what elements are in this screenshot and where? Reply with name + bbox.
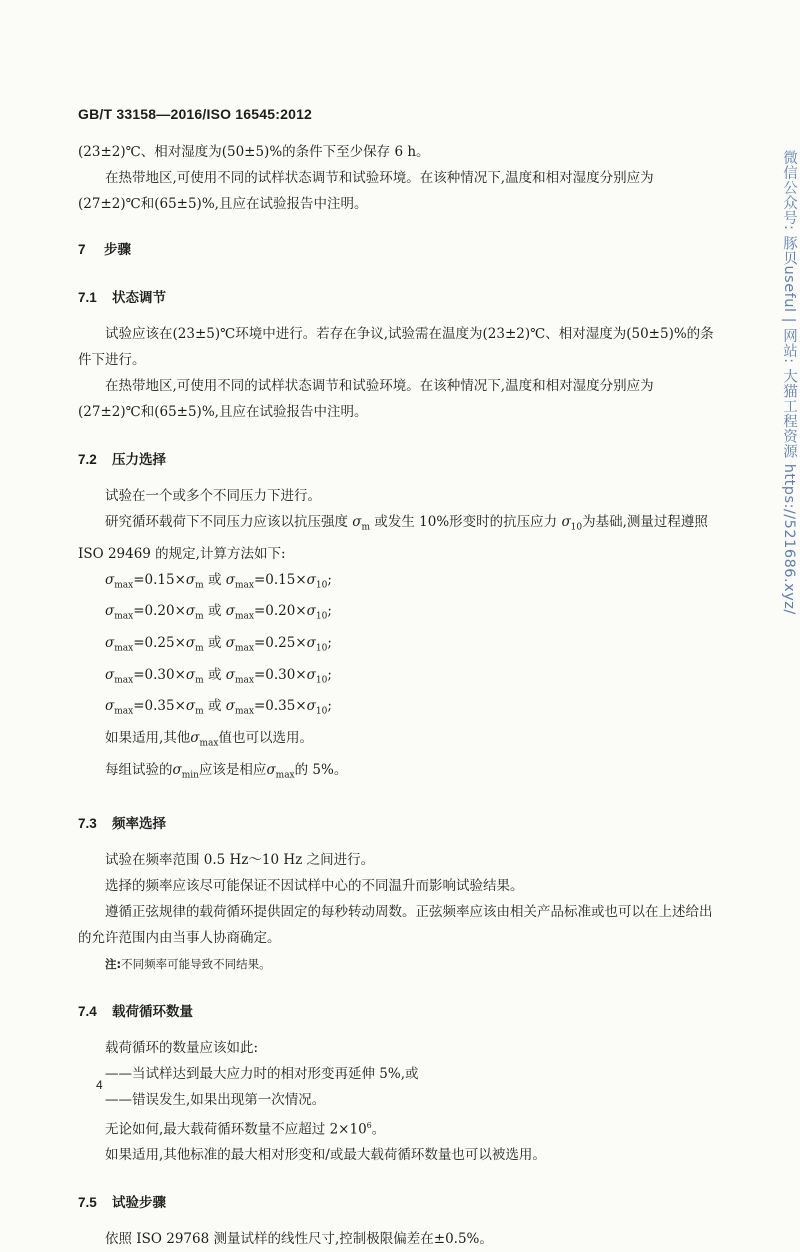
watermark: 微信公众号: 豚贝useful | 网站: 大猫工程资源 https://521686.xyz/ (781, 150, 797, 615)
standard-header: GB/T 33158—2016/ISO 16545:2012 (78, 106, 313, 122)
section-title: 试验步骤 (112, 1195, 166, 1210)
formula-line: $\sigma_{max}=0.30\times\sigma_m$ 或 $\sigma_{max}=0.30\times\sigma_{10}$; (105, 666, 332, 686)
section-number: 7.2 (78, 452, 97, 467)
section-number: 7.5 (78, 1195, 97, 1210)
formula-list (78, 567, 714, 725)
section-7-5-heading (78, 1190, 714, 1216)
intro-line-1: (23±2)℃、相对湿度为(50±5)%的条件下至少保存 6 h。 (78, 144, 430, 160)
section-title: 压力选择 (112, 452, 166, 467)
section-title: 载荷循环数量 (112, 1003, 193, 1019)
document-body (78, 139, 714, 1252)
paragraph: 载荷循环的数量应该如此: (105, 1039, 259, 1056)
section-number: 7.4 (78, 1003, 97, 1019)
paragraph: 试验在频率范围 0.5 Hz～10 Hz 之间进行。 (105, 851, 375, 868)
page-number: 4 (96, 1078, 103, 1092)
formula-line: $\sigma_{max}=0.15\times\sigma_m$ 或 $\sigma_{max}=0.15\times\sigma_{10}$; (105, 571, 332, 591)
section-title: 步骤 (104, 242, 131, 257)
section-number: 7.3 (78, 815, 97, 831)
paragraph: 在热带地区,可使用不同的试样状态调节和试验环境。在该种情况下,温度和相对湿度分别应为(27±2)℃和(65±5)%,且应在试验报告中注明。 (78, 378, 654, 420)
section-title: 状态调节 (112, 290, 166, 305)
paragraph: 如果适用,其他标准的最大相对形变和/或最大载荷循环数量也可以被选用。 (105, 1147, 546, 1163)
paragraph: 无论如何,最大载荷循环数量不应超过 $2\times 10^6$。 (105, 1120, 386, 1137)
intro-line-2: 在热带地区,可使用不同的试样状态调节和试验环境。在该种情况下,温度和相对湿度分别应为(27±2)℃和(65±5)%,且应在试验报告中注明。 (78, 170, 654, 212)
formula-line: $\sigma_{max}=0.35\times\sigma_m$ 或 $\sigma_{max}=0.35\times\sigma_{10}$; (105, 698, 332, 718)
section-title: 频率选择 (112, 815, 166, 831)
section-number: 7.1 (78, 290, 97, 305)
section-7-1-heading (78, 285, 714, 311)
formula-line: $\sigma_{max}=0.20\times\sigma_m$ 或 $\sigma_{max}=0.20\times\sigma_{10}$; (105, 603, 332, 623)
section-number: 7 (78, 242, 86, 257)
dash-list-item: ——当试样达到最大应力时的相对形变再延伸 5%,或 (105, 1065, 419, 1082)
note: 注:不同频率可能导致不同结果。 (105, 956, 271, 971)
section-7-heading (78, 237, 714, 263)
section-7-3-heading (78, 811, 714, 837)
dash-list-item: ——错误发生,如果出现第一次情况。 (105, 1091, 326, 1108)
paragraph: 试验应该在(23±5)℃环境中进行。若存在争议,试验需在温度为(23±2)℃、相对湿度为(50±5)%的条件下进行。 (78, 326, 714, 368)
paragraph: 试验在一个或多个不同压力下进行。 (105, 488, 321, 504)
section-7-4-heading (78, 999, 714, 1025)
formula-line: $\sigma_{max}=0.25\times\sigma_m$ 或 $\sigma_{max}=0.25\times\sigma_{10}$; (105, 635, 332, 654)
paragraph: 如果适用,其他$\sigma_{max}$值也可以选用。 (105, 730, 313, 749)
paragraph: 遵循正弦规律的载荷循环提供固定的每秒转动周数。正弦频率应该由相关产品标准或也可以在上述给出的允许范围内由当事人协商确定。 (78, 903, 713, 946)
paragraph: 依照 ISO 29768 测量试样的线性尺寸,控制极限偏差在±0.5%。 (105, 1231, 493, 1247)
paragraph: 选择的频率应该尽可能保证不因试样中心的不同温升而影响试验结果。 (105, 877, 524, 894)
paragraph: 研究循环载荷下不同压力应该以抗压强度 $\sigma_m$ 或发生 10%形变时的抗压应力 $\sigma_{10}$为基础,测量过程遵照 ISO 29469 的规定,计算方法如下: (78, 514, 708, 562)
section-7-2-heading (78, 447, 714, 473)
paragraph: 每组试验的$\sigma_{min}$应该是相应$\sigma_{max}$的 5%。 (105, 761, 348, 781)
